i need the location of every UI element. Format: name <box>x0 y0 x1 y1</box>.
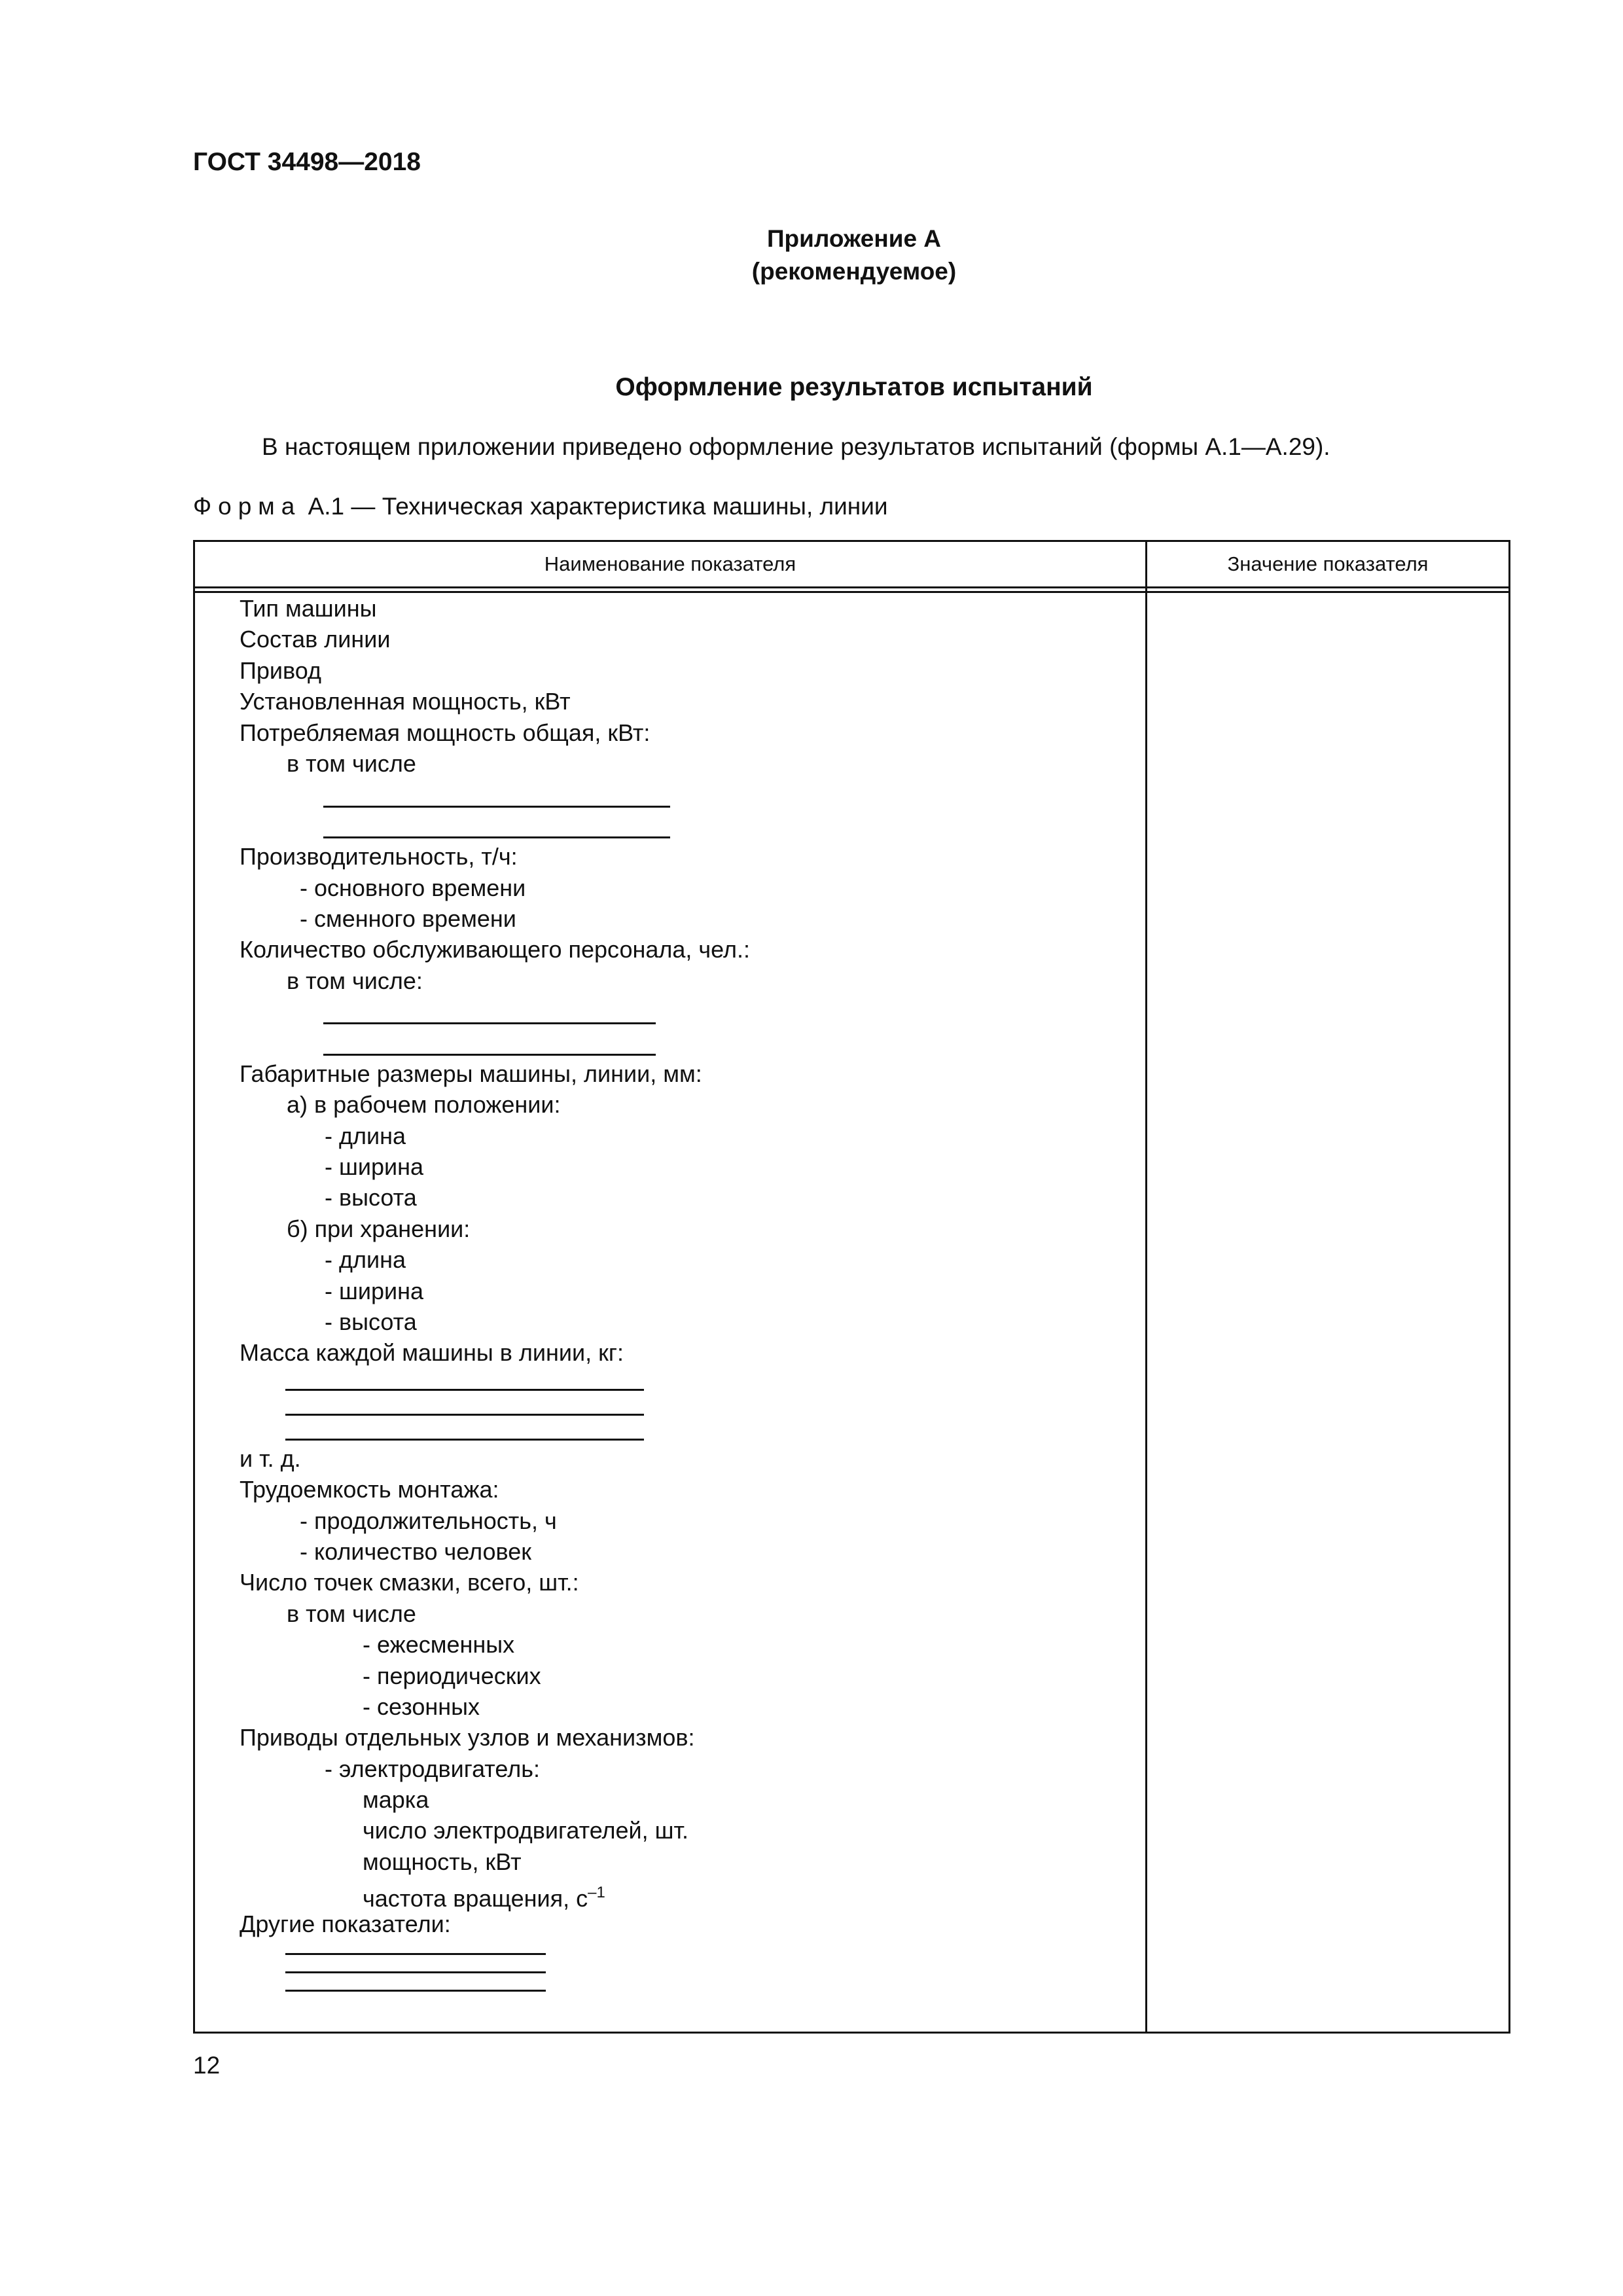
blank-fill-line <box>240 1939 1136 1958</box>
indicator-row: - продолжительность, ч <box>300 1507 557 1534</box>
blank-fill-line <box>240 996 1136 1027</box>
indicator-row: в том числе <box>287 1600 416 1627</box>
indicator-row: Другие показатели: <box>240 1910 451 1937</box>
indicator-row: - периодических <box>363 1662 541 1689</box>
indicator-row-rotation <box>240 1877 1136 1912</box>
indicator-row: Трудоемкость монтажа: <box>240 1476 499 1503</box>
blank-fill-line <box>240 1369 1136 1393</box>
form-number: А.1 <box>308 493 345 520</box>
indicator-row: мощность, кВт <box>363 1848 522 1875</box>
indicator-list <box>240 593 1136 1994</box>
indicator-row: - количество человек <box>300 1537 532 1565</box>
indicator-row: - основного времени <box>300 874 526 901</box>
indicator-row: - длина <box>325 1122 406 1149</box>
page-number: 12 <box>193 2052 221 2079</box>
indicator-row: в том числе <box>287 749 416 777</box>
indicator-row: Производительность, т/ч: <box>240 843 518 870</box>
intro-paragraph: В настоящем приложении приведено оформление результатов испытаний (формы А.1—А.29). <box>262 433 1330 460</box>
appendix-status: (рекомендуемое) <box>751 258 957 285</box>
indicator-row: Масса каждой машины в линии, кг: <box>240 1339 624 1367</box>
indicator-row: - ширина <box>325 1277 424 1304</box>
form-caption <box>193 493 888 520</box>
indicator-row: - высота <box>325 1308 417 1335</box>
appendix-title: Приложение А <box>766 225 942 252</box>
indicator-row: Привод <box>240 656 321 684</box>
indicator-row: - ежесменных <box>363 1631 515 1659</box>
indicator-row: - длина <box>325 1246 406 1274</box>
form-title: — Техническая характеристика машины, линии <box>351 493 888 520</box>
rotation-unit-superscript: –1 <box>588 1884 605 1902</box>
blank-fill-line <box>240 1958 1136 1976</box>
indicator-row: Габаритные размеры машины, линии, мм: <box>240 1060 702 1087</box>
indicator-row: число электродвигателей, шт. <box>363 1817 689 1844</box>
rotation-label: частота вращения, с <box>363 1885 588 1912</box>
document-standard-number: ГОСТ 34498—2018 <box>193 148 421 176</box>
indicator-row: в том числе: <box>287 967 423 994</box>
blank-fill-line <box>240 1393 1136 1418</box>
blank-fill-line <box>240 810 1136 841</box>
column-divider <box>1145 542 1147 2032</box>
indicator-row: Число точек смазки, всего, шт.: <box>240 1569 579 1596</box>
indicator-row: и т. д. <box>240 1444 301 1472</box>
header-rule <box>195 586 1508 588</box>
indicator-row: Приводы отдельных узлов и механизмов: <box>240 1724 695 1751</box>
form-table <box>193 540 1510 2034</box>
blank-fill-line <box>240 779 1136 810</box>
section-title: Оформление результатов испытаний <box>615 373 1093 401</box>
blank-fill-line <box>240 1027 1136 1058</box>
form-label: Форма <box>193 493 302 520</box>
indicator-row: - сезонных <box>363 1693 480 1720</box>
indicator-row: - сменного времени <box>300 905 516 932</box>
blank-fill-line <box>240 1418 1136 1443</box>
indicator-row: - электродвигатель: <box>325 1755 540 1782</box>
header-indicator-name: Наименование показателя <box>544 552 796 575</box>
indicator-row: марка <box>363 1786 429 1814</box>
indicator-row: Потребляемая мощность общая, кВт: <box>240 719 651 746</box>
indicator-row: - высота <box>325 1184 417 1211</box>
indicator-row: Тип машины <box>240 595 377 622</box>
indicator-row: Установленная мощность, кВт <box>240 688 571 715</box>
indicator-row: Состав линии <box>240 626 391 653</box>
indicator-row: - ширина <box>325 1153 424 1181</box>
indicator-row: б) при хранении: <box>287 1215 471 1242</box>
indicator-row: Количество обслуживающего персонала, чел.: <box>240 936 750 963</box>
blank-fill-line <box>240 1976 1136 1994</box>
header-indicator-value: Значение показателя <box>1227 552 1429 575</box>
indicator-row: а) в рабочем положении: <box>287 1091 561 1119</box>
